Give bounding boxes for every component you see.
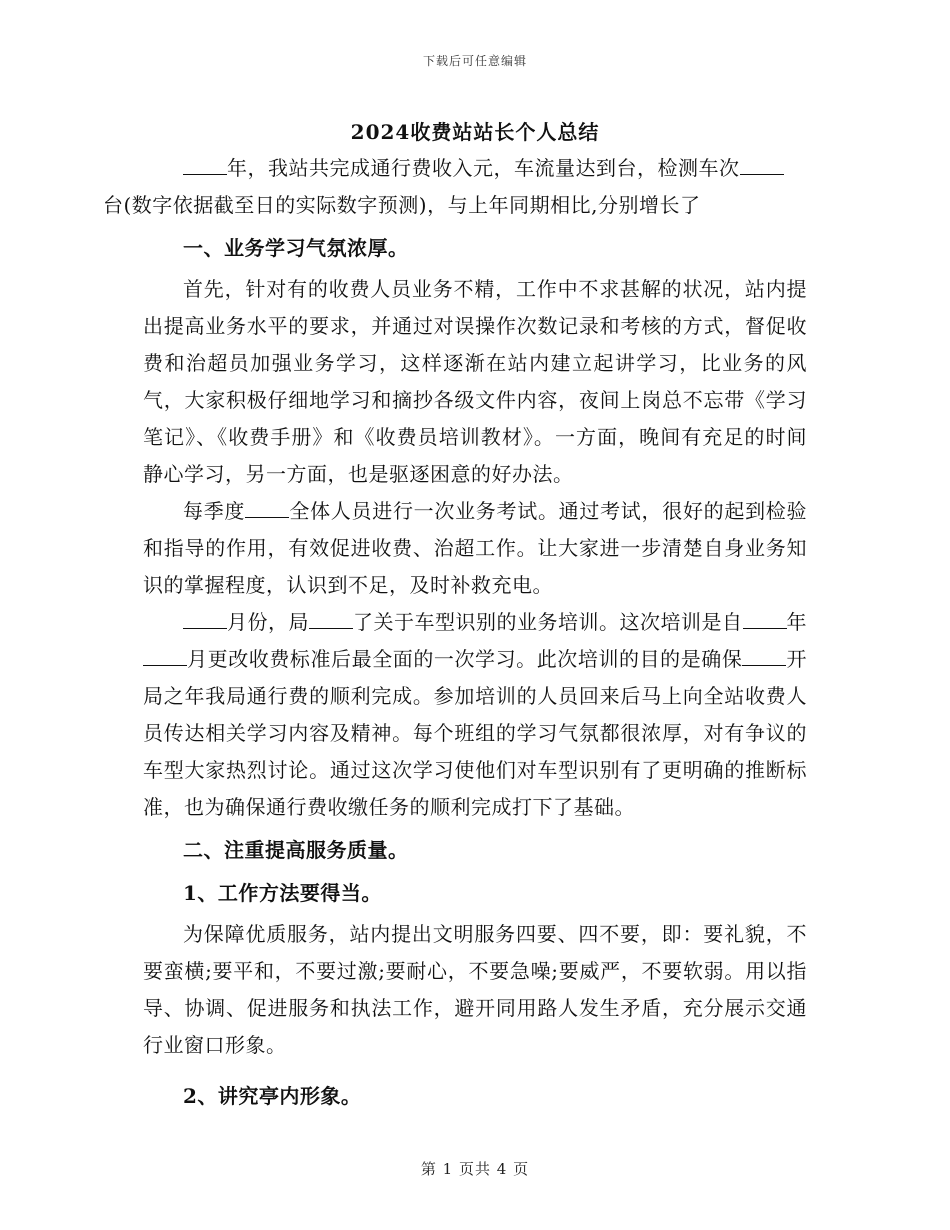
text-run: 月更改收费标准后最全面的一次学习。此次培训的目的是确保 [187,647,743,671]
paragraph-intro [103,150,807,224]
text-run: 开局之年我局通行费的顺利完成。参加培训的人员回来后马上向全站收费人员传达相关学习内容及精神。每个班组的学习气氛都很浓厚，对有争议的车型大家热烈讨论。通过这次学习使他们对车型识别有了更明确的推断标准，也为确保通行费收缴任务的顺利完成打下了基础。 [143,647,808,819]
page-number-footer: 第 1 页共 4 页 [420,1160,530,1178]
page-header: 下载后可任意编辑 [422,54,527,68]
text-run: 月份，局 [227,610,309,634]
section-heading-2: 二、注重提高服务质量。 [183,838,409,862]
paragraph-quarterly-exam [143,493,807,604]
subsection-heading-2-1: 1、工作方法要得当。 [183,881,382,905]
fill-blank [743,608,787,629]
document-body [103,150,808,1119]
fill-blank [183,154,227,175]
subsection-heading-2-2: 2、讲究亭内形象。 [183,1084,362,1108]
text-run: 了关于车型识别的业务培训。这次培训是自 [353,610,743,634]
text-run: 年 [786,610,807,634]
paragraph-study-first: 首先，针对有的收费人员业务不精，工作中不求甚解的状况，站内提出提高业务水平的要求，并通过对误操作次数记录和考核的方式，督促收费和治超员加强业务学习，这样逐渐在站内建立起讲学习，比业务的风气，大家积极仔细地学习和摘抄各级文件内容，夜间上岗总不忘带《学习笔记》、《收费手册》和《收费员培训教材》。一方面，晚间有充足的时间静心学习，另一方面，也是驱逐困意的好办法。 [143,277,807,486]
section-heading-1: 一、业务学习气氛浓厚。 [183,236,409,260]
paragraph-civil-service: 为保障优质服务，站内提出文明服务四要、四不要，即：要礼貌，不要蛮横;要平和，不要过激;要耐心，不要急噪;要威严，不要软弱。用以指导、协调、促进服务和执法工作，避开同用路人发生矛盾，充分展示交通行业窗口形象。 [143,922,807,1057]
fill-blank [309,608,353,629]
document-title: 2024收费站站长个人总结 [350,120,600,144]
text-run: 全体人员进行一次业务考试。通过考试，很好的起到检验和指导的作用，有效促进收费、治超工作。让大家进一步清楚自身业务知识的掌握程度，认识到不足，及时补救充电。 [143,499,808,597]
text-run: 台(数字依据截至日的实际数字预测)，与上年同期相比,分别增长了 [103,193,701,217]
text-run: 每季度 [183,499,246,523]
fill-blank [740,154,784,175]
fill-blank [143,645,187,666]
paragraph-training [143,604,807,826]
fill-blank [245,497,289,518]
text-run: 年，我站共完成通行费收入元，车流量达到台，检测车次 [227,156,740,180]
fill-blank [183,608,227,629]
fill-blank [742,645,786,666]
